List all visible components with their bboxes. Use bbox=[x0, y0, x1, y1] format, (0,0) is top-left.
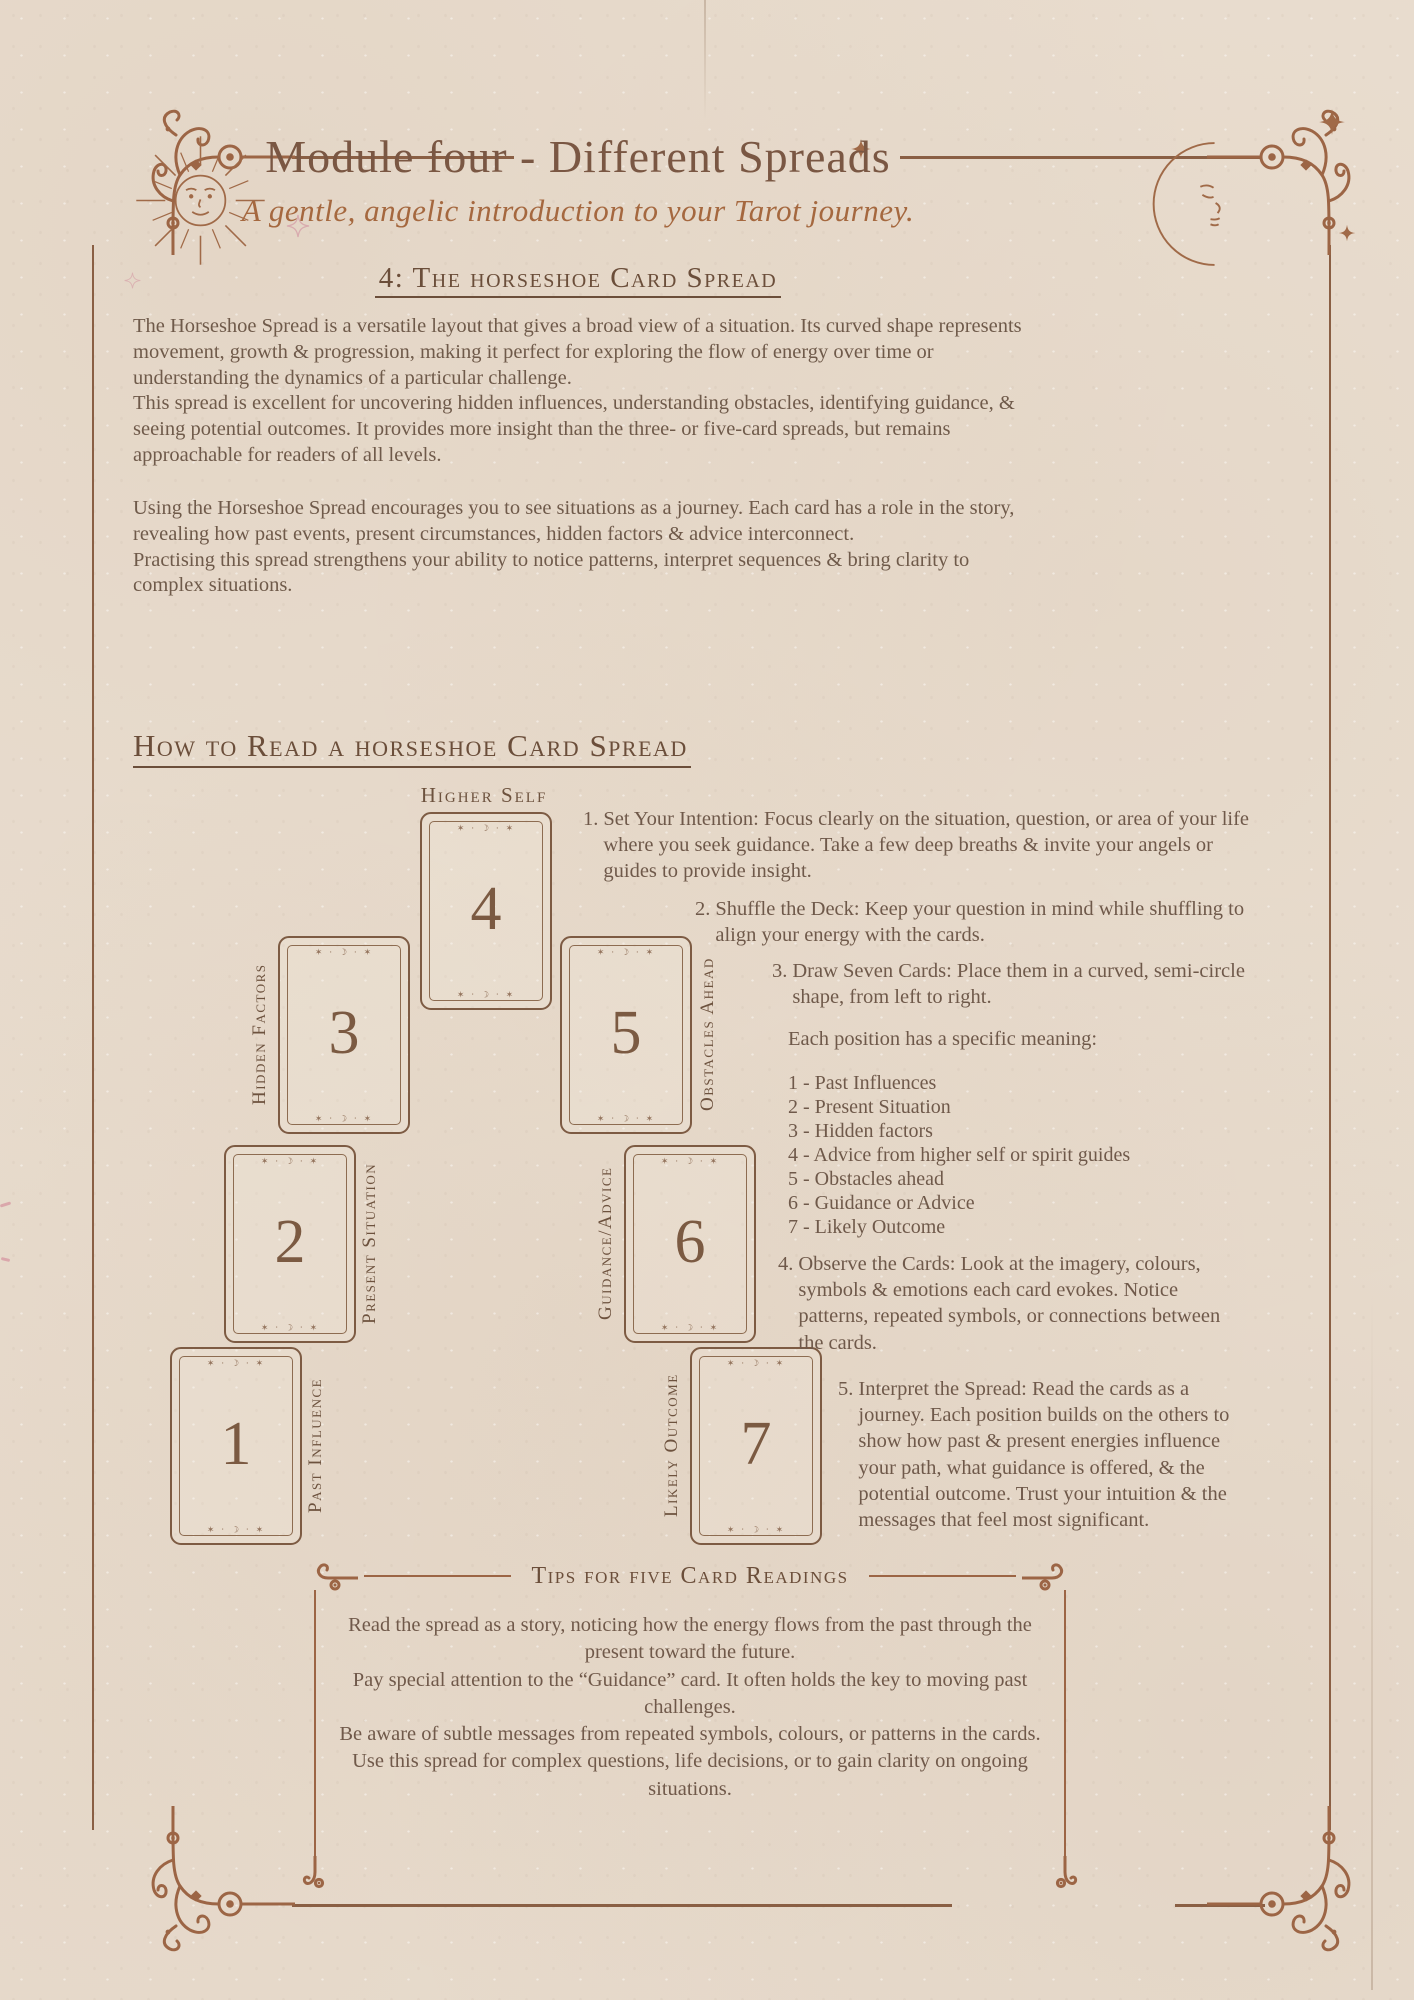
position-item: 3 - Hidden factors bbox=[788, 1120, 933, 1142]
card-label-likely-outcome: Likely Outcome bbox=[661, 1373, 682, 1517]
card-ornament-top: ✶ · ☽ · ✶ bbox=[726, 1359, 786, 1369]
position-item: 2 - Present Situation bbox=[788, 1096, 951, 1118]
card-ornament-bottom: ✶ · ☽ · ✶ bbox=[726, 1523, 786, 1533]
page-subtitle: A gentle, angelic introduction to your Tarot journey. bbox=[241, 193, 915, 228]
paper-crease bbox=[704, 0, 706, 120]
corner-flourish-bottom-left bbox=[80, 1806, 295, 1956]
card-frame bbox=[179, 1356, 293, 1536]
intro-paragraph: The Horseshoe Spread is a versatile layout that gives a broad view of a situation. Its curved shape represents movement, growth & progression, making it perfect for exploring the flow of energy over time or understanding the dynamics of a particular challenge. bbox=[133, 315, 1022, 389]
tips-frame-top bbox=[312, 1556, 1068, 1596]
flourish-curl-icon bbox=[312, 1558, 358, 1594]
step-number: 2. bbox=[695, 898, 711, 920]
bottom-rule-left bbox=[292, 1904, 952, 1907]
tarot-card-3 bbox=[278, 936, 410, 1134]
tips-body bbox=[312, 1612, 1068, 1803]
card-ornament-bottom: ✶ · ☽ · ✶ bbox=[260, 1321, 320, 1331]
step-text: Set Your Intention: Focus clearly on the situation, question, or area of your life where you seek guidance. Take a few deep breaths & invite your angels or guides to provide insight. bbox=[603, 808, 1250, 883]
tarot-card-1 bbox=[170, 1347, 302, 1545]
position-item: 7 - Likely Outcome bbox=[788, 1216, 946, 1238]
header bbox=[133, 130, 1023, 229]
tips-rule-left bbox=[364, 1575, 511, 1577]
flourish-endcurl-icon bbox=[302, 1856, 328, 1890]
step-number: 5. bbox=[838, 1378, 854, 1400]
section-heading: 4: The horseshoe Card Spread bbox=[375, 262, 781, 298]
card-ornament-bottom: ✶ · ☽ · ✶ bbox=[456, 988, 516, 998]
step-5 bbox=[838, 1376, 1254, 1533]
step-number: 1. bbox=[583, 808, 599, 830]
position-item: 6 - Guidance or Advice bbox=[788, 1192, 975, 1214]
card-number: 2 bbox=[274, 1208, 306, 1276]
card-frame bbox=[569, 945, 683, 1125]
step-2 bbox=[695, 896, 1275, 948]
spread-diagram bbox=[0, 775, 1414, 1567]
section-heading-wrap bbox=[133, 262, 1023, 295]
flourish-endcurl-icon bbox=[1052, 1856, 1078, 1890]
card-label-obstacles-ahead: Obstacles Ahead bbox=[697, 957, 718, 1111]
step-text: Shuffle the Deck: Keep your question in mind while shuffling to align your energy with the cards. bbox=[715, 898, 1245, 947]
tips-heading: Tips for five Card Readings bbox=[531, 1562, 849, 1589]
card-ornament-bottom: ✶ · ☽ · ✶ bbox=[314, 1112, 374, 1122]
card-label-past-influence: Past Influence bbox=[305, 1377, 326, 1513]
corner-flourish-bottom-right bbox=[1207, 1806, 1414, 1956]
step-4 bbox=[778, 1251, 1246, 1356]
positions-intro: Each position has a specific meaning: bbox=[788, 1028, 1098, 1050]
tips-item: Read the spread as a story, noticing how the energy flows from the past through the present toward the future. bbox=[348, 1614, 1032, 1664]
moon-icon bbox=[1148, 138, 1273, 270]
tarot-card-2 bbox=[224, 1145, 356, 1343]
step-number: 4. bbox=[778, 1253, 794, 1275]
intro-paragraph: This spread is excellent for uncovering hidden influences, understanding obstacles, identifying guidance, & seeing potential outcomes. It provides more insight than the three- or five-card spreads, but remains approachable for readers of all levels. bbox=[133, 392, 1015, 467]
tips-item: Use this spread for complex questions, life decisions, or to gain clarity on ongoing situations. bbox=[352, 1750, 1028, 1800]
intro-text bbox=[133, 314, 1025, 599]
card-label-present-situation: Present Situation bbox=[359, 1162, 380, 1324]
tips-item: Be aware of subtle messages from repeated symbols, colours, or patterns in the cards. bbox=[339, 1723, 1041, 1745]
tarot-card-7 bbox=[690, 1347, 822, 1545]
card-ornament-top: ✶ · ☽ · ✶ bbox=[206, 1359, 266, 1369]
card-frame bbox=[429, 821, 543, 1001]
card-ornament-top: ✶ · ☽ · ✶ bbox=[314, 948, 374, 958]
tips-rule-right bbox=[869, 1575, 1016, 1577]
card-number: 1 bbox=[220, 1410, 252, 1478]
card-ornament-bottom: ✶ · ☽ · ✶ bbox=[206, 1523, 266, 1533]
tarot-card-5 bbox=[560, 936, 692, 1134]
card-ornament-top: ✶ · ☽ · ✶ bbox=[596, 948, 656, 958]
tips-border-right bbox=[1064, 1590, 1066, 1858]
card-number: 7 bbox=[740, 1410, 772, 1478]
step-text: Draw Seven Cards: Place them in a curved, semi-circle shape, from left to right. bbox=[792, 960, 1245, 1009]
card-label-hidden-factors: Hidden Factors bbox=[249, 963, 270, 1105]
card-ornament-bottom: ✶ · ☽ · ✶ bbox=[596, 1112, 656, 1122]
card-number: 5 bbox=[610, 999, 642, 1067]
howto-heading-wrap bbox=[133, 728, 691, 764]
card-label-higher-self: Higher Self bbox=[420, 783, 548, 807]
flourish-curl-icon bbox=[1022, 1558, 1068, 1594]
position-item: 1 - Past Influences bbox=[788, 1072, 937, 1094]
card-frame bbox=[633, 1154, 747, 1334]
card-ornament-top: ✶ · ☽ · ✶ bbox=[260, 1157, 320, 1167]
step-number: 3. bbox=[772, 960, 788, 982]
step-text: Observe the Cards: Look at the imagery, colours, symbols & emotions each card evokes. Notice patterns, repeated symbols, or connections between the cards. bbox=[798, 1253, 1221, 1354]
card-label-guidance-advice: Guidance/Advice bbox=[595, 1166, 616, 1320]
position-list bbox=[788, 1071, 1130, 1239]
step-3 bbox=[772, 958, 1252, 1010]
card-ornament-top: ✶ · ☽ · ✶ bbox=[660, 1157, 720, 1167]
card-frame bbox=[287, 945, 401, 1125]
step-text: Interpret the Spread: Read the cards as a journey. Each position builds on the others to show how past & present energies influence your path, what guidance is offered, & the potential outcome. Trust your intuition & the messages that feel most significant. bbox=[858, 1378, 1230, 1532]
card-frame bbox=[699, 1356, 813, 1536]
intro-paragraph: Using the Horseshoe Spread encourages you to see situations as a journey. Each card has a role in the story, revealing how past events, present circumstances, hidden factors & advice interconnect. bbox=[133, 496, 1015, 545]
card-ornament-bottom: ✶ · ☽ · ✶ bbox=[660, 1321, 720, 1331]
tips-item: Pay special attention to the “Guidance” card. It often holds the key to moving past challenges. bbox=[352, 1668, 1028, 1718]
step-1 bbox=[583, 806, 1255, 885]
sparkle-icon bbox=[1318, 108, 1346, 136]
page-title: Module four - Different Spreads bbox=[265, 131, 891, 182]
sparkle-icon bbox=[1338, 224, 1356, 242]
howto-heading: How to Read a horseshoe Card Spread bbox=[133, 728, 691, 768]
intro-paragraph: Practising this spread strengthens your ability to notice patterns, interpret sequences & bring clarity to complex situations. bbox=[133, 548, 970, 597]
card-frame bbox=[233, 1154, 347, 1334]
tips-border-left bbox=[314, 1590, 316, 1858]
card-ornament-top: ✶ · ☽ · ✶ bbox=[456, 824, 516, 834]
tarot-card-6 bbox=[624, 1145, 756, 1343]
position-item: 4 - Advice from higher self or spirit guides bbox=[788, 1144, 1131, 1166]
card-number: 6 bbox=[674, 1208, 706, 1276]
position-item: 5 - Obstacles ahead bbox=[788, 1168, 945, 1190]
card-number: 4 bbox=[470, 875, 502, 943]
tarot-card-4 bbox=[420, 812, 552, 1010]
card-number: 3 bbox=[328, 999, 360, 1067]
tips-section bbox=[312, 1556, 1068, 1803]
